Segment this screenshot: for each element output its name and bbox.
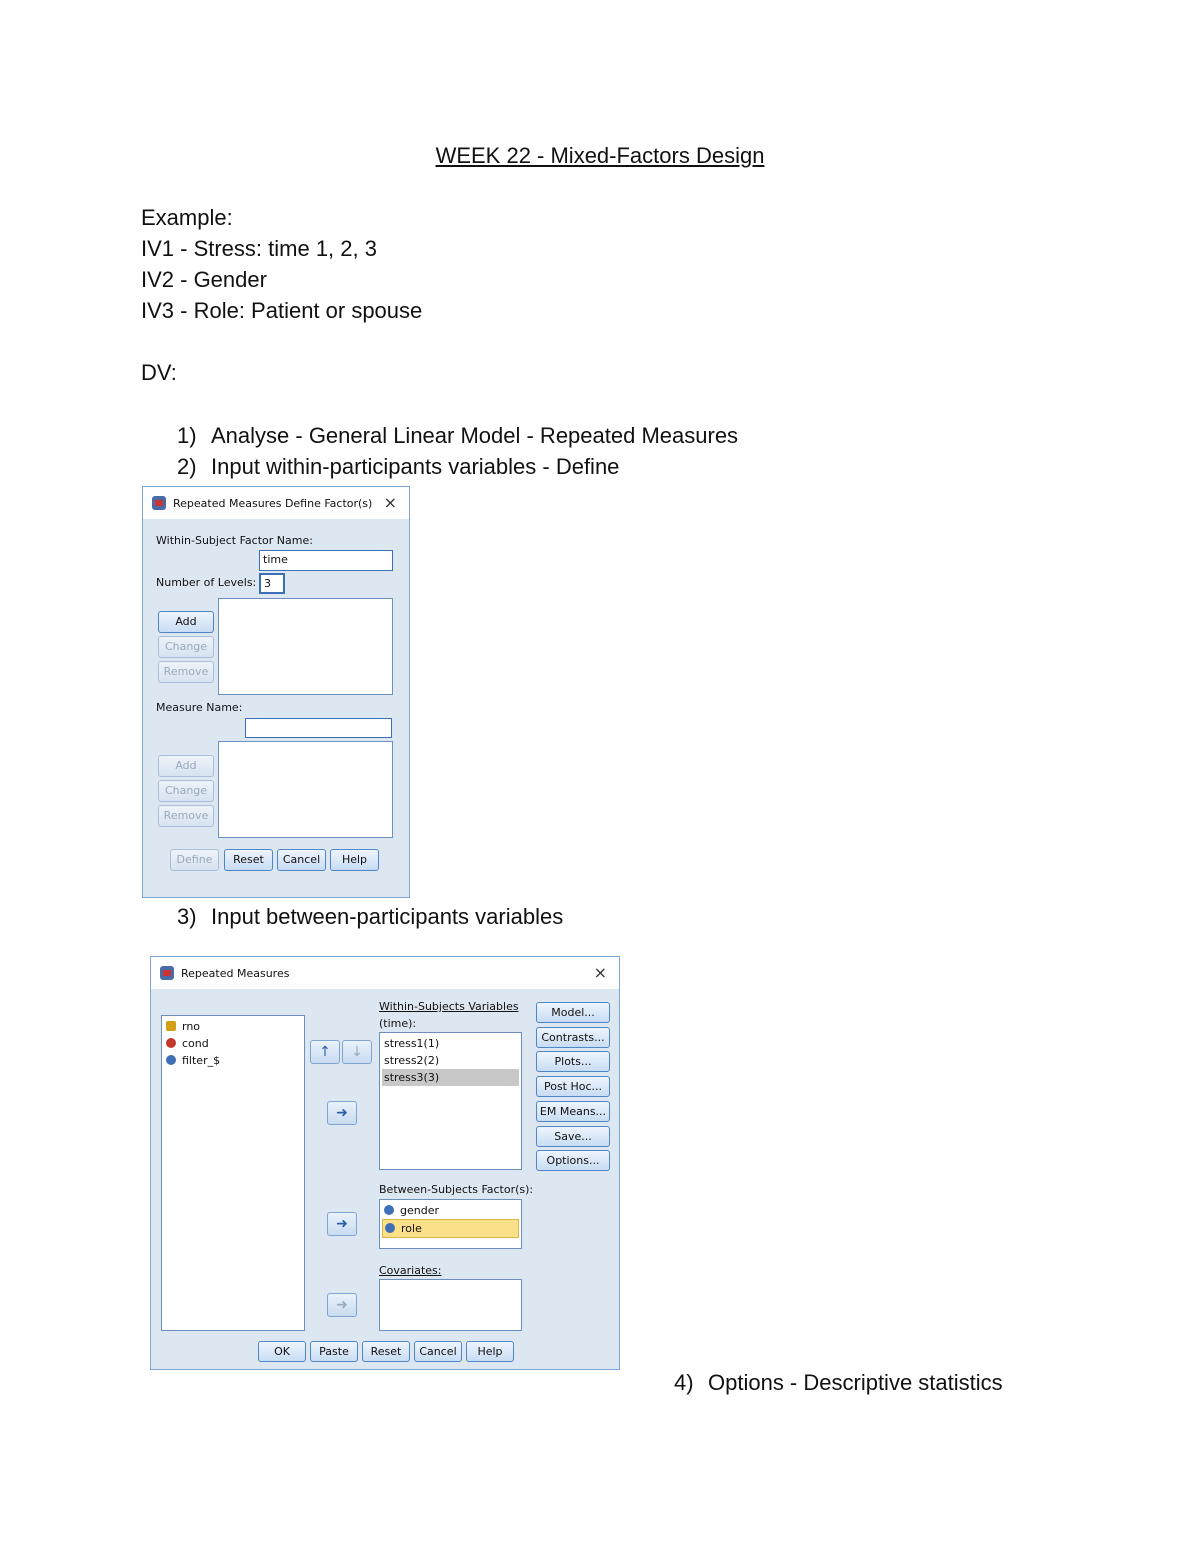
within-label: Within-Subjects Variables — [379, 1000, 519, 1013]
cancel-button[interactable]: Cancel — [277, 849, 326, 871]
move-down-button[interactable]: ↓ — [342, 1040, 372, 1064]
reset-button[interactable]: Reset — [362, 1341, 410, 1362]
dialog-title: Repeated Measures Define Factor(s) — [173, 497, 373, 510]
spss-app-icon — [152, 496, 166, 510]
measure-name-label: Measure Name: — [156, 701, 243, 714]
covariates-label: Covariates: — [379, 1264, 442, 1277]
step-2 — [177, 454, 619, 480]
covariates-list[interactable] — [379, 1279, 522, 1331]
move-to-between-button[interactable]: ➜ — [327, 1212, 357, 1236]
move-up-button[interactable]: ↑ — [310, 1040, 340, 1064]
reset-button[interactable]: Reset — [224, 849, 273, 871]
dialog-titlebar — [151, 957, 619, 989]
close-icon[interactable]: × — [383, 493, 397, 512]
dv-line: DV: — [141, 360, 177, 385]
page-title: WEEK 22 - Mixed-Factors Design — [435, 143, 765, 168]
step-text: Input within-participants variables - Define — [211, 454, 620, 479]
paste-button[interactable]: Paste — [310, 1341, 358, 1362]
nominal-icon — [385, 1223, 395, 1233]
step-number: 1) — [177, 423, 197, 448]
nominal-icon — [384, 1205, 394, 1215]
between-label: Between-Subjects Factor(s): — [379, 1183, 534, 1196]
example-label: Example: — [141, 205, 233, 230]
options-button[interactable]: Options... — [536, 1150, 610, 1171]
ok-button[interactable]: OK — [258, 1341, 306, 1362]
levels-label: Number of Levels: — [156, 576, 257, 589]
within-sublabel: (time): — [379, 1017, 417, 1030]
step-text: Input between-participants variables — [211, 904, 564, 929]
iv3-line: IV3 - Role: Patient or spouse — [141, 298, 423, 323]
step-text: Options - Descriptive statistics — [708, 1370, 1003, 1395]
variable-item[interactable] — [164, 1035, 302, 1052]
factor-name-label: Within-Subject Factor Name: — [156, 534, 313, 547]
remove-factor-button[interactable]: Remove — [158, 661, 214, 683]
dialog-titlebar — [143, 487, 409, 519]
step-4 — [674, 1370, 1003, 1396]
within-item[interactable]: stress1(1) — [384, 1037, 440, 1050]
variable-item[interactable] — [164, 1018, 302, 1035]
step-3 — [177, 904, 563, 930]
add-factor-button[interactable]: Add — [158, 611, 214, 633]
variable-name: cond — [182, 1037, 209, 1050]
contrasts-button[interactable]: Contrasts... — [536, 1027, 610, 1048]
ruler-icon — [166, 1021, 176, 1031]
cancel-button[interactable]: Cancel — [414, 1341, 462, 1362]
variable-name: rno — [182, 1020, 201, 1033]
between-name: role — [401, 1222, 422, 1235]
help-button[interactable]: Help — [330, 849, 379, 871]
close-icon[interactable]: × — [593, 963, 607, 982]
add-measure-button[interactable]: Add — [158, 755, 214, 777]
post-hoc-button[interactable]: Post Hoc... — [536, 1076, 610, 1097]
within-item[interactable]: stress2(2) — [384, 1054, 440, 1067]
remove-measure-button[interactable]: Remove — [158, 805, 214, 827]
move-to-within-button[interactable]: ➜ — [327, 1101, 357, 1125]
between-list[interactable] — [379, 1199, 522, 1249]
iv2-line: IV2 - Gender — [141, 267, 267, 292]
within-item-selected[interactable]: stress3(3) — [382, 1069, 519, 1086]
variable-name: filter_$ — [182, 1054, 221, 1067]
nominal-icon — [166, 1038, 176, 1048]
repeated-measures-dialog — [150, 956, 620, 1370]
variable-list[interactable] — [161, 1015, 305, 1331]
step-text: Analyse - General Linear Model - Repeated Measures — [211, 423, 739, 448]
define-factors-dialog — [142, 486, 410, 898]
step-number: 3) — [177, 904, 197, 929]
step-number: 2) — [177, 454, 197, 479]
dialog-title: Repeated Measures — [181, 967, 290, 980]
nominal-icon — [166, 1055, 176, 1065]
between-item[interactable] — [382, 1202, 519, 1219]
model-button[interactable]: Model... — [536, 1002, 610, 1023]
change-factor-button[interactable]: Change — [158, 636, 214, 658]
variable-item[interactable] — [164, 1052, 302, 1069]
step-1 — [177, 423, 738, 449]
within-list[interactable] — [379, 1032, 522, 1170]
factor-list[interactable] — [218, 598, 393, 695]
move-to-covariates-button[interactable]: ➜ — [327, 1293, 357, 1317]
step-number: 4) — [674, 1370, 694, 1395]
help-button[interactable]: Help — [466, 1341, 514, 1362]
plots-button[interactable]: Plots... — [536, 1051, 610, 1072]
spss-app-icon — [160, 966, 174, 980]
save-button[interactable]: Save... — [536, 1126, 610, 1147]
levels-input[interactable]: 3 — [259, 573, 285, 594]
measure-name-input[interactable] — [245, 718, 392, 738]
iv1-line: IV1 - Stress: time 1, 2, 3 — [141, 236, 377, 261]
change-measure-button[interactable]: Change — [158, 780, 214, 802]
measure-list[interactable] — [218, 741, 393, 838]
factor-name-input[interactable]: time — [259, 550, 393, 571]
between-item-selected[interactable] — [382, 1219, 519, 1238]
define-button[interactable]: Define — [170, 849, 219, 871]
em-means-button[interactable]: EM Means... — [536, 1101, 610, 1122]
between-name: gender — [400, 1204, 439, 1217]
